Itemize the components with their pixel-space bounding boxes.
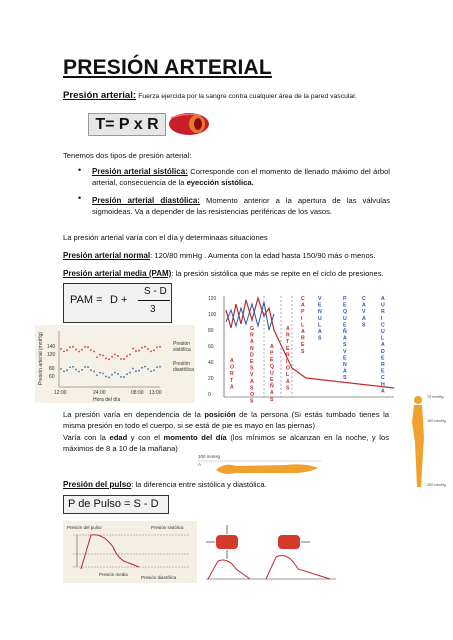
position-paragraph (63, 410, 389, 431)
vessel-ytick: 40 (208, 360, 214, 366)
pulse-chart-label: Presión media (99, 572, 128, 577)
daily-xtick: 08:00 (131, 390, 144, 396)
pulse-pressure-chart (63, 521, 197, 583)
data-point (141, 367, 143, 369)
pulse-formula: P de Pulso = S - D (63, 495, 169, 514)
fraction-bar (138, 300, 170, 301)
age-text: Varía con la (63, 433, 110, 442)
data-point (153, 349, 155, 351)
standing-label: 200 mmHg (427, 483, 446, 487)
data-point (117, 355, 119, 357)
lying-body-illustration (196, 452, 326, 480)
normal-label: Presión arterial normal (63, 251, 151, 260)
data-point (72, 346, 74, 348)
vessel-label: P E Q U E Ñ A S V E N A S (343, 296, 348, 382)
data-point (126, 355, 128, 357)
mean-text: : la presión sistólica que más se repite en el ciclo de presiones. (171, 269, 384, 278)
daily-ytick: 120 (47, 352, 56, 358)
data-point (132, 368, 134, 370)
bullet-dot: • (78, 165, 82, 175)
pulse-chart-label: Presión del pulso (67, 525, 102, 530)
pulse-line (63, 480, 267, 491)
pam-lhs: PAM = (70, 294, 103, 306)
data-point (75, 349, 77, 351)
legend-systolic-2: sistólica (173, 347, 191, 353)
data-point (63, 351, 65, 353)
data-point (81, 349, 83, 351)
data-point (144, 346, 146, 348)
diastolic-text: Momento anterior a la apertura de las válvulas sigmoideas. Va a depender de las resistencias periféricas de los vasos. (92, 196, 390, 216)
age-paragraph (63, 433, 389, 454)
data-point (84, 366, 86, 368)
data-point (60, 348, 62, 350)
systolic-bold: eyección sistólica. (186, 177, 254, 187)
artery-illustration (167, 110, 211, 138)
vessel-label: A U R I C U L A D E R E C H A (381, 296, 385, 395)
data-point (120, 376, 122, 378)
mean-line (63, 269, 384, 280)
daily-ytick: 80 (49, 366, 55, 372)
data-point (90, 349, 92, 351)
definition-line (63, 91, 403, 103)
data-point (63, 371, 65, 373)
daily-xtick: 12:00 (54, 390, 67, 396)
definition-label: Presión arterial: (63, 90, 137, 101)
vessel-label: C A V A S (362, 296, 366, 329)
vessel-ytick: 100 (208, 312, 217, 318)
standing-label: 100 mmHg (427, 419, 446, 423)
data-point (108, 376, 110, 378)
data-point (102, 355, 104, 357)
data-point (96, 374, 98, 376)
daily-ytick: 140 (47, 344, 56, 350)
vessel-label: G R A N D E S V A S O S (250, 326, 255, 405)
data-point (129, 372, 131, 374)
pam-numerator: S - D (144, 286, 167, 297)
data-point (99, 354, 101, 356)
bullet-dot: • (78, 193, 82, 203)
vessel-label: A R T E R I O L A S (286, 326, 291, 392)
data-point (99, 372, 101, 374)
age-text-end: (los mínimos se alcanzan en la noche, y los máximos de 8 a 10 de la mañana) (63, 433, 390, 453)
valve-wave-illustration (206, 521, 336, 583)
data-point (69, 346, 71, 348)
data-point (111, 374, 113, 376)
daily-ylabel: Presión arterial (mmHg) (38, 331, 44, 385)
lying-label: 100 mmHg (198, 454, 221, 459)
vessel-label: A P E Q U E Ñ A S (270, 344, 275, 403)
standing-body-illustration (400, 392, 450, 492)
data-point (150, 371, 152, 373)
data-point (135, 350, 137, 352)
data-point (81, 369, 83, 371)
data-point (123, 358, 125, 360)
data-point (87, 346, 89, 348)
formula-tpr: T= P x R (88, 113, 166, 136)
pulse-label: Presión del pulso (63, 480, 132, 489)
vessel-ytick: 120 (208, 296, 217, 302)
age-text-mid: y con el (127, 433, 164, 442)
data-point (93, 371, 95, 373)
pulse-chart-label: Presión diastólica (141, 575, 177, 580)
data-point (147, 368, 149, 370)
daily-bp-chart (35, 325, 195, 403)
vessel-ytick: 80 (208, 328, 214, 334)
vessel-ytick: 0 (208, 392, 211, 398)
data-point (114, 354, 116, 356)
definition-text: Fuerza ejercida por la sangre contra cualquier área de la pared vascular. (138, 93, 357, 100)
data-point (66, 369, 68, 371)
page-title: PRESIÓN ARTERIAL (63, 56, 272, 79)
daily-xtick: 13:00 (149, 390, 162, 396)
lying-a: A (198, 462, 202, 467)
pulse-text: : la diferencia entre sistólica y diastólica. (131, 480, 267, 489)
data-point (96, 356, 98, 358)
legend-systolic-1: Presión (173, 341, 190, 347)
normal-line (63, 251, 376, 262)
data-point (117, 373, 119, 375)
data-point (90, 369, 92, 371)
position-text: La presión varía en dependencia de la (63, 410, 205, 419)
data-point (78, 371, 80, 373)
data-point (72, 366, 74, 368)
daily-xtick: 24:00 (93, 390, 106, 396)
pam-denominator: 3 (150, 304, 156, 315)
vessel-ytick: 60 (208, 344, 214, 350)
data-point (138, 370, 140, 372)
varies-line: La presión arterial varía con el día y determinaas situaciones (63, 233, 268, 242)
data-point (159, 346, 161, 348)
vessel-ytick: 20 (208, 376, 214, 382)
daily-ytick: 60 (49, 374, 55, 380)
data-point (123, 376, 125, 378)
data-point (84, 346, 86, 348)
data-point (156, 366, 158, 368)
diastolic-label: Presión arterial diastólica: (92, 196, 200, 205)
data-point (138, 350, 140, 352)
vessel-label: A O R T A (230, 358, 235, 391)
data-point (126, 373, 128, 375)
data-point (105, 376, 107, 378)
data-point (78, 351, 80, 353)
data-point (93, 351, 95, 353)
data-point (102, 373, 104, 375)
data-point (105, 358, 107, 360)
data-point (150, 351, 152, 353)
bullet-systolic (92, 167, 390, 188)
data-point (135, 370, 137, 372)
systolic-text: Corresponde con el momento de llenado máximo del árbol arterial, consecuencia de la (92, 167, 390, 187)
pam-formula (63, 283, 172, 323)
daily-xlabel: Hora del día (93, 397, 121, 403)
vessel-label: C A P I L A R E S (301, 296, 305, 355)
day-bold: momento del día (163, 433, 227, 442)
data-point (66, 349, 68, 351)
standing-label: 75 mmHg (427, 395, 444, 399)
data-point (114, 372, 116, 374)
data-point (87, 366, 89, 368)
position-text-end: de la persona (Si estás tumbado tienes la misma presión en todo el cuerpo, si se está de pie es mayo en las piernas) (63, 410, 389, 430)
data-point (144, 366, 146, 368)
legend-diastolic-1: Presión (173, 361, 190, 367)
data-point (129, 354, 131, 356)
data-point (147, 348, 149, 350)
data-point (75, 369, 77, 371)
data-point (69, 366, 71, 368)
data-point (111, 356, 113, 358)
data-point (60, 368, 62, 370)
data-point (156, 346, 158, 348)
vessel-label: V E N U L A S (318, 296, 322, 342)
bullet-diastolic (92, 196, 390, 217)
data-point (141, 347, 143, 349)
mean-label: Presión arterial media (PAM) (63, 269, 172, 278)
position-bold: posición (204, 410, 236, 419)
normal-text: : 120/80 mmHg . Aumenta con la edad hasta 150/90 más o menos. (150, 251, 376, 260)
pam-d: D + (110, 294, 128, 306)
data-point (132, 348, 134, 350)
data-point (108, 358, 110, 360)
data-point (120, 358, 122, 360)
age-bold: edad (109, 433, 128, 442)
vessel-pressure-chart (206, 290, 396, 405)
data-point (159, 366, 161, 368)
types-intro: Tenemos dos tipos de presión arterial: (63, 151, 192, 160)
data-point (153, 369, 155, 371)
legend-diastolic-2: diastólica (173, 367, 194, 373)
systolic-label: Presión arterial sistólica: (92, 167, 188, 176)
pulse-chart-label: Presión sistólica (151, 525, 184, 530)
